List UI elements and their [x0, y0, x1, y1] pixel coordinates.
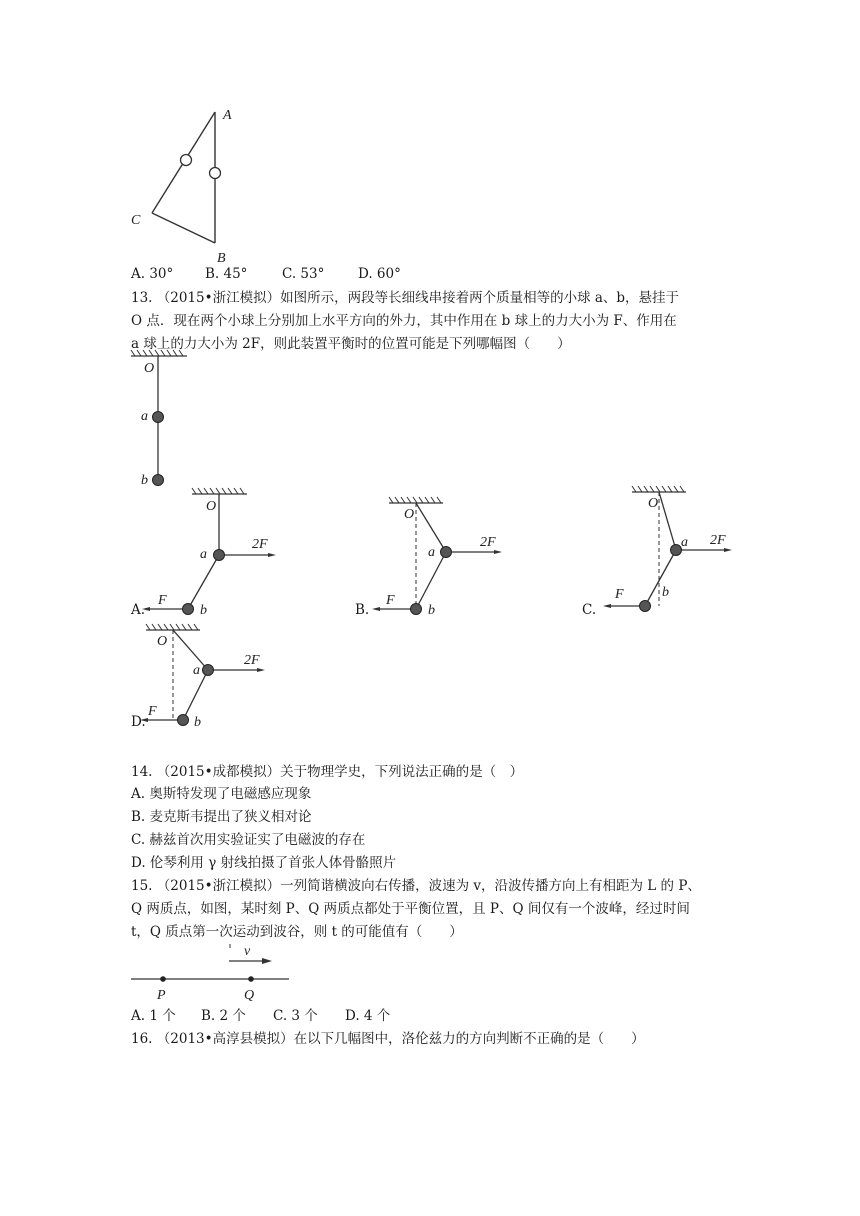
q15-stem-line1: 15. （2015•浙江模拟）一列简谐横波向右传播，波速为 v，沿波传播方向上有相距为 L 的 P、: [131, 878, 701, 894]
q13-choice-d: D.: [131, 714, 146, 730]
q13-stem-line2: O 点．现在两个小球上分别加上水平方向的外力，其中作用在 b 球上的力大小为 F、作用在: [131, 313, 677, 329]
q13-stem-line1: 13. （2015•浙江模拟）如图所示，两段等长细线串接着两个质量相等的小球 a、b，悬挂于: [131, 290, 680, 306]
svg-text:a: a: [193, 663, 200, 678]
q12-label-b: B: [217, 251, 226, 266]
q12-option-c: C. 53°: [282, 266, 325, 282]
q12-option-b: B. 45°: [205, 266, 248, 282]
svg-text:O: O: [144, 361, 155, 376]
svg-text:O: O: [404, 507, 415, 522]
svg-text:a: a: [141, 409, 148, 424]
svg-text:a: a: [200, 547, 207, 562]
q14-option-d: D. 伦琴利用 γ 射线拍摄了首张人体骨骼照片: [131, 855, 397, 871]
svg-text:F: F: [158, 593, 167, 608]
svg-text:F: F: [148, 704, 157, 719]
q14-option-b: B. 麦克斯韦提出了狭义相对论: [131, 809, 312, 825]
svg-text:2F: 2F: [244, 653, 260, 668]
svg-text:2F: 2F: [710, 533, 726, 548]
q12-label-c: C: [131, 213, 141, 228]
svg-text:O: O: [157, 634, 168, 649]
q13-choice-c: C.: [582, 602, 597, 618]
svg-text:2F: 2F: [252, 537, 268, 552]
svg-text:b: b: [194, 715, 201, 730]
q13-choice-b: B.: [355, 602, 370, 618]
svg-text:v: v: [244, 944, 251, 959]
svg-text:P: P: [157, 988, 166, 1003]
q12-option-a: A. 30°: [131, 266, 174, 282]
q16-stem: 16. （2013•高淳县模拟）在以下几幅图中，洛伦兹力的方向判断不正确的是（ ）: [131, 1031, 645, 1047]
svg-text:2F: 2F: [480, 535, 496, 550]
q13-stem-line3: a 球上的力大小为 2F，则此装置平衡时的位置可能是下列哪幅图（ ）: [131, 336, 571, 352]
svg-text:b: b: [662, 585, 669, 600]
svg-text:a: a: [428, 545, 435, 560]
q12-label-a: A: [223, 108, 232, 123]
svg-text:a: a: [681, 535, 688, 550]
q15-option-b: B. 2 个: [201, 1008, 246, 1024]
q15-option-a: A. 1 个: [131, 1008, 176, 1024]
q14-option-a: A. 奥斯特发现了电磁感应现象: [131, 786, 312, 802]
svg-text:F: F: [615, 587, 624, 602]
q14-stem: 14. （2015•成都模拟）关于物理学史，下列说法正确的是（ ）: [131, 764, 524, 780]
svg-text:Q: Q: [244, 988, 255, 1003]
svg-text:F: F: [386, 593, 395, 608]
svg-text:b: b: [200, 603, 207, 618]
q15-option-c: C. 3 个: [273, 1008, 318, 1024]
q12-option-d: D. 60°: [358, 266, 401, 282]
svg-text:O: O: [206, 499, 217, 514]
svg-text:b: b: [141, 473, 148, 488]
q13-choice-a: A.: [131, 602, 146, 618]
svg-text:O: O: [648, 496, 659, 511]
q14-option-c: C. 赫兹首次用实验证实了电磁波的存在: [131, 832, 366, 848]
q15-stem-line3: t，Q 质点第一次运动到波谷，则 t 的可能值有（ ）: [131, 924, 463, 940]
svg-text:b: b: [428, 603, 435, 618]
q15-option-d: D. 4 个: [345, 1008, 391, 1024]
q15-stem-line2: Q 两质点，如图，某时刻 P、Q 两质点都处于平衡位置，且 P、Q 间仅有一个波峰，经过时间: [131, 901, 690, 917]
